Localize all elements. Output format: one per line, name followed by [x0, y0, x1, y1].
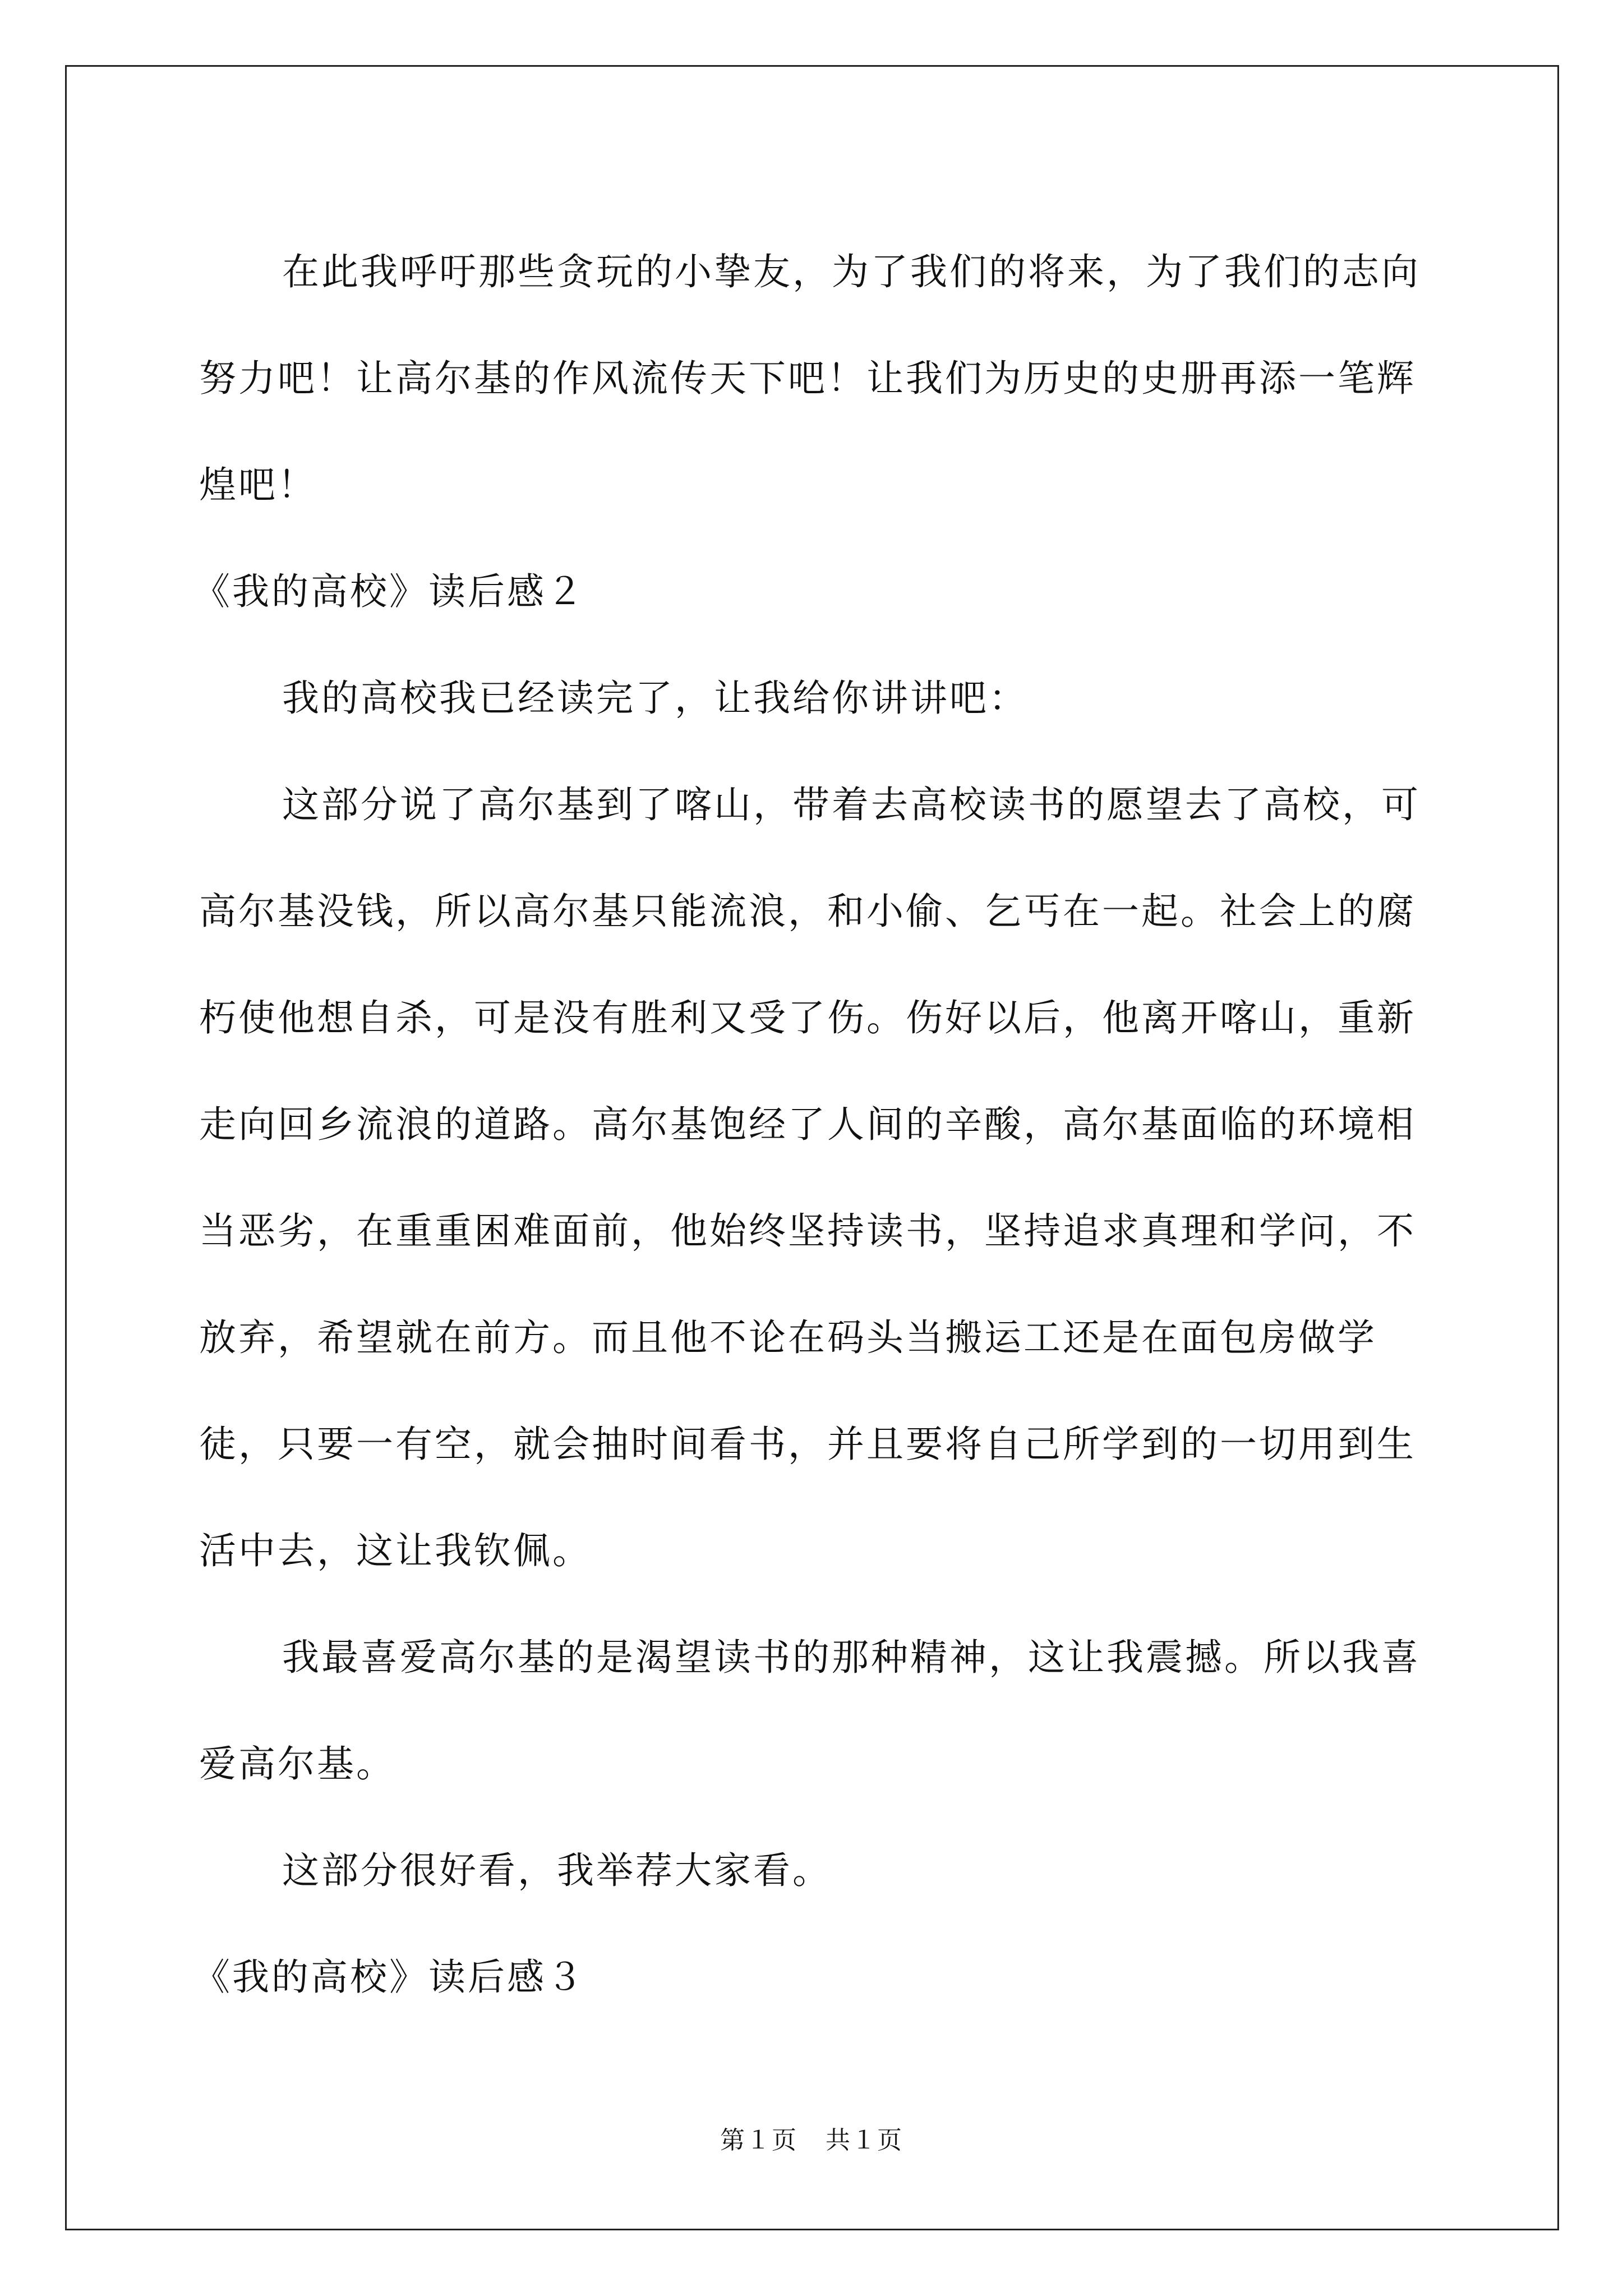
- section-heading-2: 《我的高校》读后感２: [193, 570, 585, 613]
- paragraph-recommendation: 这部分很好看，我举荐大家看。: [282, 1849, 832, 1892]
- page-total: 共１页: [826, 2126, 903, 2155]
- section-heading-3: 《我的高校》读后感３: [193, 1955, 585, 1999]
- paragraph-summary: 这部分说了高尔基到了喀山，带着去高校读书的愿望去了高校，可高尔基没钱，所以高尔基只能流浪，和小偷、乞丐在一起。社会上的腐朽使他想自杀，可是没有胜利又受了伤。伤好以后，他离开喀山，重新走向回乡流浪的道路。高尔基饱经了人间的辛酸，高尔基面临的环境相当恶劣，在重重困难面前，他始终坚持读书，坚持追求真理和学问，不放弃，希望就在前方。而且他不论在码头当搬运工还是在面包房做学徒，只要一有空，就会抽时间看书，并且要将自己所学到的一切用到生活中去，这让我钦佩。: [199, 783, 1421, 1572]
- paragraph-admiration: 我最喜爱高尔基的是渴望读书的那种精神，这让我震撼。所以我喜爱高尔基。: [199, 1636, 1421, 1786]
- document-body: [193, 219, 1427, 2031]
- page-number: 第１页: [720, 2126, 797, 2155]
- paragraph-appeal: 在此我呼吁那些贪玩的小挚友，为了我们的将来，为了我们的志向努力吧！让高尔基的作风流传天下吧！让我们为历史的史册再添一笔辉煌吧！: [199, 250, 1421, 507]
- page-footer: [0, 2124, 1623, 2157]
- paragraph-intro: 我的高校我已经读完了，让我给你讲讲吧：: [282, 677, 1028, 720]
